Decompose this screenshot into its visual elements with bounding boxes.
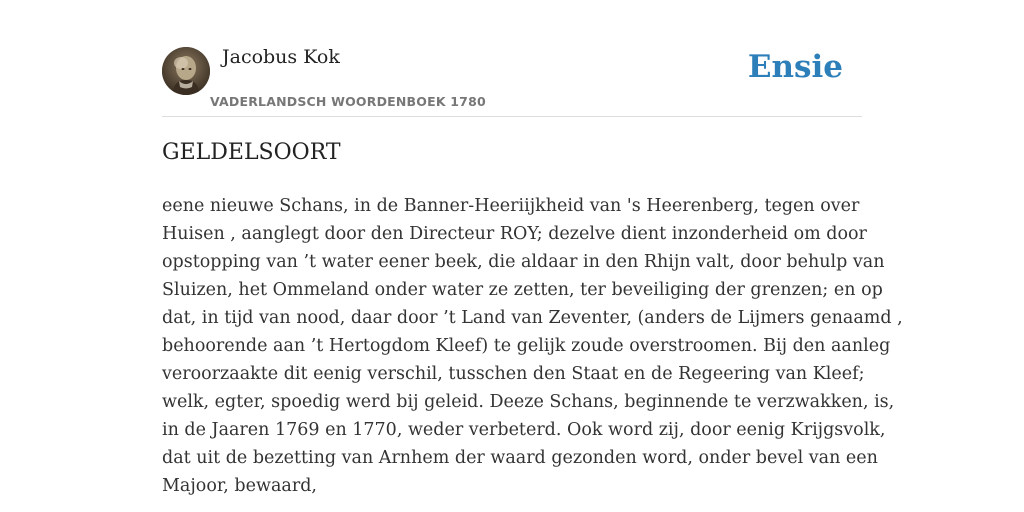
portrait-icon bbox=[162, 47, 210, 95]
body-line: eene nieuwe Schans, in de Banner-Heeriijkheid van 's Heerenberg, tegen over bbox=[162, 196, 860, 216]
body-line: opstopping van ’t water eener beek, die aldaar in den Rhijn valt, door behulp van bbox=[162, 252, 885, 272]
body-line: in de Jaaren 1769 en 1770, weder verbeterd. Ook word zij, door eenig Krijgsvolk, bbox=[162, 420, 886, 440]
body-line: Sluizen, het Ommeland onder water ze zetten, ter beveiliging der grenzen; en op bbox=[162, 280, 883, 300]
body-line: Huisen , aanglegt door den Directeur ROY; dezelve dient inzonderheid om door bbox=[162, 224, 867, 244]
entry-body bbox=[162, 192, 903, 500]
brand-logo[interactable]: Ensie bbox=[747, 49, 843, 85]
entry-title: GELDELSOORT bbox=[162, 140, 341, 165]
body-line: behoorende aan ’t Hertogdom Kleef) te gelijk zoude overstroomen. Bij den aanleg bbox=[162, 336, 891, 356]
author-name[interactable]: Jacobus Kok bbox=[222, 46, 340, 68]
source-label[interactable]: VADERLANDSCH WOORDENBOEK 1780 bbox=[210, 94, 486, 109]
body-line: welk, egter, spoedig werd bij geleid. Deeze Schans, beginnende te verzwakken, is, bbox=[162, 392, 895, 412]
body-line: Majoor, bewaard, bbox=[162, 476, 317, 496]
header bbox=[162, 40, 862, 117]
body-line: dat uit de bezetting van Arnhem der waard gezonden word, onder bevel van een bbox=[162, 448, 878, 468]
body-line: dat, in tijd van nood, daar door ’t Land van Zeventer, (anders de Lijmers genaamd , bbox=[162, 308, 903, 328]
author-avatar[interactable] bbox=[162, 47, 210, 95]
body-line: veroorzaakte dit eenig verschil, tusschen den Staat en de Regeering van Kleef; bbox=[162, 364, 865, 384]
